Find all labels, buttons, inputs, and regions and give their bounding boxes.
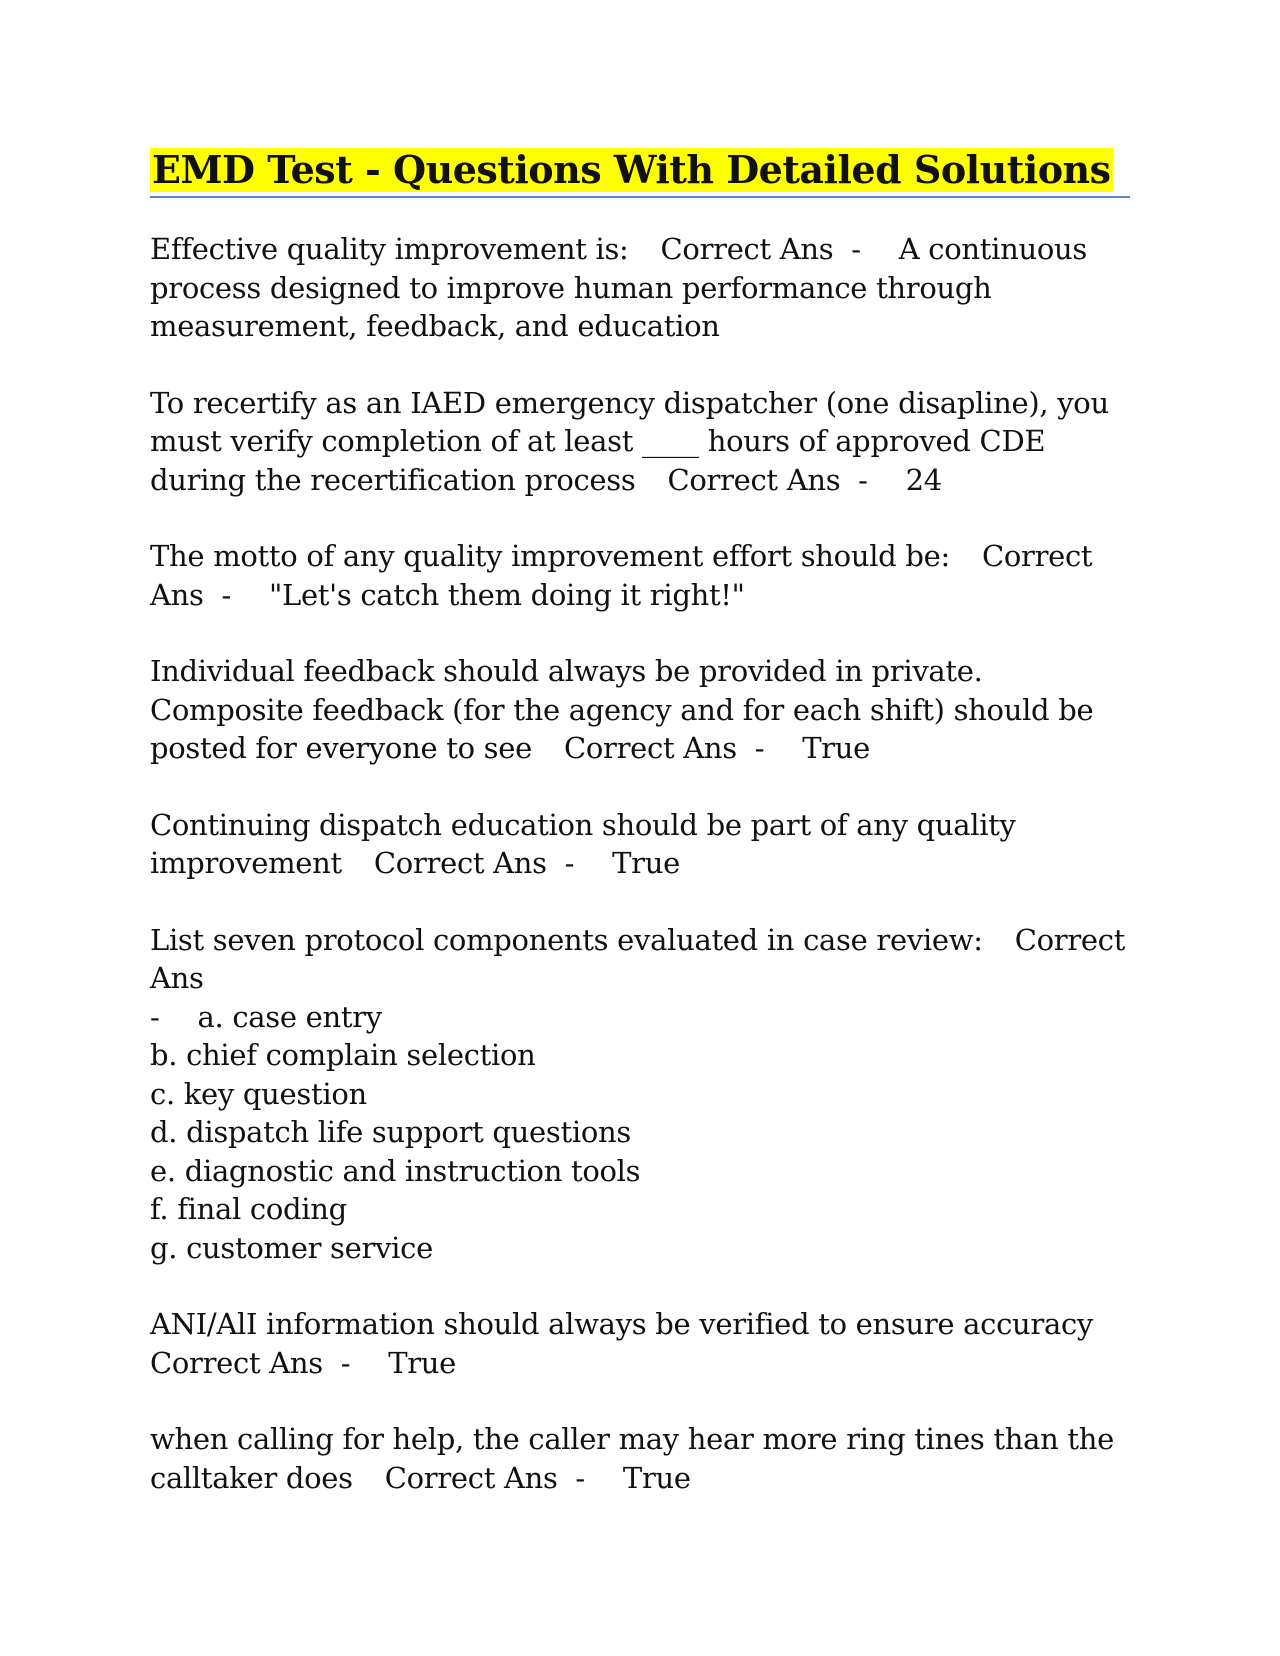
qa-item: Continuing dispatch education should be part of any quality improvement Correct Ans - True [150, 807, 1016, 880]
qa-item: Individual feedback should always be provided in private. Composite feedback (for the agency and for each shift) should be posted for everyone to see Correct Ans - True [150, 654, 1094, 765]
qa-item: The motto of any quality improvement effort should be: Correct Ans - "Let's catch them doing it right!" [150, 539, 1093, 612]
question-text: ANI/AlI information should always be verified to ensure accuracy [150, 1307, 1094, 1341]
qa-item: ANI/AlI information should always be verified to ensure accuracy Correct Ans - True [150, 1307, 1094, 1380]
answer-label: Correct Ans [150, 1345, 323, 1380]
question-text: Continuing dispatch education should be part of any quality improvement [150, 807, 1016, 880]
answer-text: A continuous process designed to improve human performance through measurement, feedback, and education [150, 232, 1087, 343]
qa-item: To recertify as an IAED emergency dispatcher (one disapline), you must verify completion of at least ____ hours of approved CDE during the recertification process Correct Ans - 24 [150, 385, 1109, 497]
answer-label: Correct Ans [384, 1460, 558, 1495]
answer-list-item: d. dispatch life support questions [150, 1115, 631, 1149]
qa-item: when calling for help, the caller may hear more ring tines than the calltaker does Correct Ans - True [150, 1422, 1114, 1495]
answer-list-item: g. customer service [150, 1230, 433, 1265]
answer-label: Correct Ans [667, 462, 841, 497]
answer-label: Correct Ans [150, 539, 1093, 612]
answer-list-item: b. chief complain selection [150, 1038, 536, 1072]
answer-label: Correct Ans [660, 232, 834, 266]
qa-item: List seven protocol components evaluated in case review: Correct Ans - a. case entry b. chief complain selection c. key question d. dispatch life support questions e. diagnostic and instruction tools f. final coding g. customer service [150, 921, 1130, 1268]
question-text: Effective quality improvement is: [150, 232, 629, 266]
question-text: To recertify as an IAED emergency dispatcher (one disapline), you must verify completion of at least ____ hours of approved CDE during the recertification process [150, 385, 1109, 497]
question-text: List seven protocol components evaluated in case review: [150, 922, 983, 957]
answer-text: True [388, 1345, 457, 1380]
document-page [150, 148, 1130, 1535]
answer-text: "Let's catch them doing it right!" [268, 577, 745, 612]
question-text: when calling for help, the caller may hear more ring tines than the calltaker does [150, 1422, 1114, 1495]
document-title: EMD Test - Questions With Detailed Solutions [152, 147, 1111, 192]
question-text: The motto of any quality improvement effort should be: [150, 539, 950, 573]
question-text: Individual feedback should always be provided in private. Composite feedback (for the agency and for each shift) should be posted for everyone to see [150, 654, 1094, 765]
answer-label: Correct Ans [373, 846, 547, 880]
answer-list-item: e. diagnostic and instruction tools [150, 1153, 641, 1188]
qa-item: Effective quality improvement is: Correct Ans - A continuous process designed to improve human performance through measurement, feedback, and education [150, 232, 1087, 343]
title-underline [150, 148, 1130, 198]
answer-list-item: f. final coding [150, 1192, 347, 1226]
answer-label: Correct Ans [150, 922, 1126, 995]
answer-label: Correct Ans [564, 731, 737, 765]
answer-text: 24 [905, 462, 942, 497]
answer-text: True [802, 731, 871, 765]
answer-text: True [622, 1460, 691, 1495]
answer-list-item: c. key question [150, 1076, 367, 1111]
answer-text: True [612, 846, 680, 880]
answer-text: a. case entry [197, 999, 382, 1034]
